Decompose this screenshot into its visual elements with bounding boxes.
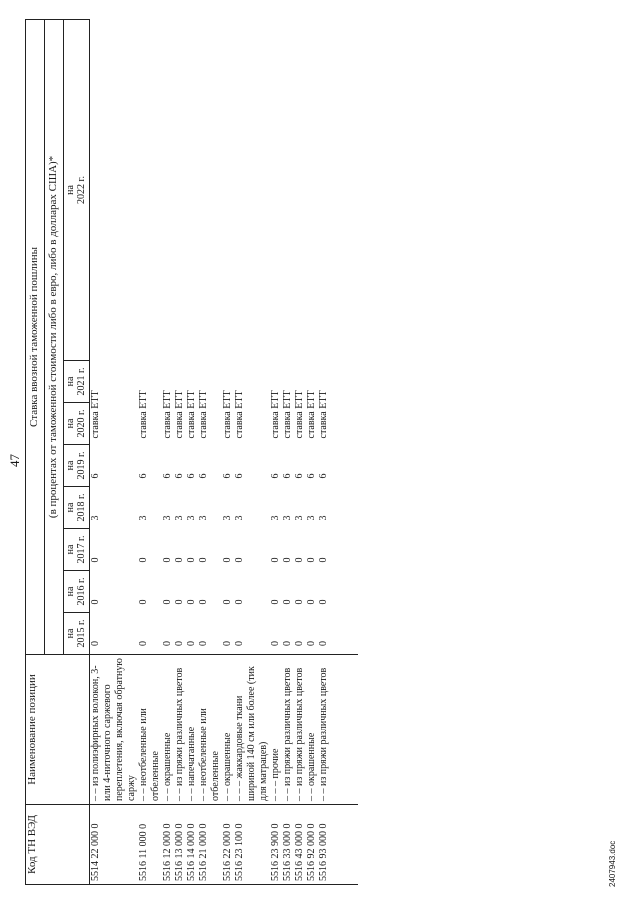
row-code: 5516 14 000 0: [186, 805, 198, 885]
row-rate-ett: ставка ЕТТ: [281, 390, 293, 439]
header-year-label: 2017 г.: [76, 535, 87, 564]
header-year-1: [63, 571, 89, 613]
row-rate-1: 0: [137, 599, 149, 605]
header-year-label: 2022 г.: [76, 175, 87, 204]
header-year-label: 2016 г.: [76, 577, 87, 606]
row-rate-3: 3: [221, 515, 233, 521]
row-rate-1: 0: [89, 599, 101, 605]
row-name: – – из пряжи различных цветов: [294, 655, 306, 805]
row-name: – – из полиэфирных волокон, 3- или 4-ниточного саржевого переплетения, включая обратную саржу: [89, 655, 138, 805]
row-rate-ett: ставка ЕТТ: [221, 390, 233, 439]
row-name: – – из пряжи различных цветов: [174, 655, 186, 805]
row-empty-cell: [162, 19, 174, 360]
row-empty-cell: [89, 19, 138, 360]
header-year-label: 2015 г.: [76, 619, 87, 648]
row-name: – – окрашенные: [222, 655, 234, 805]
row-rate-4: 6: [137, 473, 149, 479]
row-rate-4: 6: [317, 473, 329, 479]
row-rate-ett: ставка ЕТТ: [185, 390, 197, 439]
row-rate-1: 0: [197, 599, 209, 605]
row-rate-ett: ставка ЕТТ: [269, 390, 281, 439]
row-rate-1: 0: [305, 599, 317, 605]
header-name: Наименование позиции: [26, 655, 90, 805]
header-code: Код ТН ВЭД: [26, 805, 90, 885]
header-year-prefix: на: [64, 586, 76, 597]
row-rate-3: 3: [305, 515, 317, 521]
row-code: 5516 33 000 0: [282, 805, 294, 885]
row-rate-3: 3: [293, 515, 305, 521]
table-row: [186, 19, 198, 884]
row-rate-2: 0: [281, 557, 293, 563]
row-code: 5516 92 000 0: [306, 805, 318, 885]
row-code: 5516 13 000 0: [174, 805, 186, 885]
row-rate-4: 6: [197, 473, 209, 479]
row-rate-4: 6: [185, 473, 197, 479]
row-rate-4: 6: [305, 473, 317, 479]
row-rate-3: 3: [317, 515, 329, 521]
table-row: [222, 19, 234, 884]
row-empty-cell: [174, 19, 186, 360]
row-rate-0: 0: [137, 641, 149, 646]
row-rate-1: 0: [269, 599, 281, 605]
header-year-2: [63, 529, 89, 571]
row-rate-0: 0: [233, 641, 245, 646]
row-rate-ett: ставка ЕТТ: [173, 390, 185, 439]
row-rate-3: 3: [185, 515, 197, 521]
row-rate-0: 0: [89, 641, 101, 646]
row-rate-3: 3: [197, 515, 209, 521]
row-rate-4: 6: [173, 473, 185, 479]
row-rate-ett: ставка ЕТТ: [161, 390, 173, 439]
row-rate-3: 3: [173, 515, 185, 521]
row-empty-cell: [222, 19, 234, 360]
row-name: – – неотбеленные или отбеленные: [198, 655, 222, 805]
table-body: [89, 19, 358, 884]
row-rate-4: 6: [293, 473, 305, 479]
row-name: – – окрашенные: [162, 655, 174, 805]
row-empty-cell: [186, 19, 198, 360]
row-rate-2: 0: [269, 557, 281, 563]
table-row: [234, 19, 270, 884]
row-rate-1: 0: [185, 599, 197, 605]
header-year-7: [63, 19, 89, 360]
row-rate-0: 0: [305, 641, 317, 646]
row-rate-2: 0: [89, 557, 101, 563]
row-rate-0: 0: [281, 641, 293, 646]
row-code: 5514 22 000 0: [89, 805, 138, 885]
row-rate-0: 0: [161, 641, 173, 646]
row-rate-4: 6: [161, 473, 173, 479]
row-rate-2: 0: [317, 557, 329, 563]
row-empty-cell: [306, 19, 318, 360]
header-year-label: 2018 г.: [76, 493, 87, 522]
row-name: – – неотбеленные или отбеленные: [138, 655, 162, 805]
row-rate-0: 0: [221, 641, 233, 646]
header-year-label: 2020 г.: [76, 409, 87, 438]
row-code: 5516 43 000 0: [294, 805, 306, 885]
table-row: [282, 19, 294, 884]
row-rate-1: 0: [221, 599, 233, 605]
table-row: [138, 19, 162, 884]
header-year-prefix: на: [64, 460, 76, 471]
row-rate-2: 0: [197, 557, 209, 563]
row-rate-0: 0: [173, 641, 185, 646]
table-row: [89, 19, 138, 884]
table-row: [306, 19, 318, 884]
row-rate-1: 0: [293, 599, 305, 605]
row-rate-0: 0: [197, 641, 209, 646]
row-rate-3: 3: [137, 515, 149, 521]
row-rate-ett: ставка ЕТТ: [293, 390, 305, 439]
row-rate-0: 0: [269, 641, 281, 646]
row-rate-4: 6: [233, 473, 245, 479]
tariff-table: [25, 19, 358, 885]
header-year-label: 2021 г.: [76, 367, 87, 396]
row-rate-ett: ставка ЕТТ: [137, 390, 149, 439]
row-rate-4: 6: [281, 473, 293, 479]
header-year-prefix: на: [64, 376, 76, 387]
row-rate-ett: ставка ЕТТ: [305, 390, 317, 439]
row-rate-3: 3: [89, 515, 101, 521]
row-rate-3: 3: [281, 515, 293, 521]
header-rate-subtitle: (в процентах от таможенной стоимости либо в евро, либо в долларах США)*: [44, 19, 63, 654]
row-code: 5516 23 900 0: [270, 805, 282, 885]
row-name: – – – жаккардовые ткани шириной 140 см или более (тик для матрацев): [234, 655, 270, 805]
row-rate-ett: ставка ЕТТ: [89, 390, 101, 439]
header-year-6: [63, 361, 89, 403]
row-code: 5516 23 100 0: [234, 805, 270, 885]
row-rate-2: 0: [161, 557, 173, 563]
table-row: [174, 19, 186, 884]
table-row: [270, 19, 282, 884]
header-year-5: [63, 403, 89, 445]
row-code: 5516 21 000 0: [198, 805, 222, 885]
header-year-prefix: на: [64, 418, 76, 429]
row-empty-cell: [138, 19, 162, 360]
row-rate-0: 0: [185, 641, 197, 646]
footer-filename: 2407943.doc: [608, 840, 617, 887]
row-rate-ett: ставка ЕТТ: [197, 390, 209, 439]
page-number: 47: [7, 454, 22, 467]
row-rate-2: 0: [185, 557, 197, 563]
header-year-prefix: на: [64, 544, 76, 555]
table-row: [294, 19, 306, 884]
row-code: 5516 11 000 0: [138, 805, 162, 885]
row-code: 5516 22 000 0: [222, 805, 234, 885]
row-empty-cell: [282, 19, 294, 360]
row-empty-cell: [318, 19, 358, 360]
row-rate-1: 0: [161, 599, 173, 605]
header-year-3: [63, 487, 89, 529]
header-year-label: 2019 г.: [76, 451, 87, 480]
row-rate-1: 0: [233, 599, 245, 605]
row-rate-2: 0: [137, 557, 149, 563]
row-rate-3: 3: [161, 515, 173, 521]
header-year-prefix: на: [64, 502, 76, 513]
row-rate-ett: ставка ЕТТ: [317, 390, 329, 439]
table-row: [198, 19, 222, 884]
row-rate-2: 0: [173, 557, 185, 563]
row-rate-2: 0: [293, 557, 305, 563]
row-rate-3: 3: [233, 515, 245, 521]
header-year-prefix: на: [64, 628, 76, 639]
row-rate-2: 0: [233, 557, 245, 563]
row-rate-0: 0: [317, 641, 329, 646]
row-name: – – окрашенные: [306, 655, 318, 805]
row-rate-1: 0: [281, 599, 293, 605]
row-rate-0: 0: [293, 641, 305, 646]
row-empty-cell: [270, 19, 282, 360]
row-empty-cell: [198, 19, 222, 360]
row-code: 5516 93 000 0: [318, 805, 358, 885]
row-empty-cell: [294, 19, 306, 360]
row-rate-2: 0: [305, 557, 317, 563]
header-year-4: [63, 445, 89, 487]
table-row: [162, 19, 174, 884]
row-name: – – из пряжи различных цветов: [318, 655, 358, 805]
row-rate-ett: ставка ЕТТ: [233, 390, 245, 439]
header-year-prefix: на: [64, 185, 76, 195]
header-rate-title: Ставка ввозной таможенной пошлины: [26, 19, 45, 654]
row-rate-4: 6: [269, 473, 281, 479]
row-rate-4: 6: [89, 473, 101, 479]
row-name: – – – прочие: [270, 655, 282, 805]
row-rate-2: 0: [221, 557, 233, 563]
header-year-0: [63, 613, 89, 655]
row-rate-1: 0: [173, 599, 185, 605]
row-empty-cell: [234, 19, 270, 360]
table-row: [318, 19, 358, 884]
row-code: 5516 12 000 0: [162, 805, 174, 885]
row-rate-3: 3: [269, 515, 281, 521]
row-name: – – из пряжи различных цветов: [282, 655, 294, 805]
row-name: – – напечатанные: [186, 655, 198, 805]
row-rate-4: 6: [221, 473, 233, 479]
row-rate-1: 0: [317, 599, 329, 605]
